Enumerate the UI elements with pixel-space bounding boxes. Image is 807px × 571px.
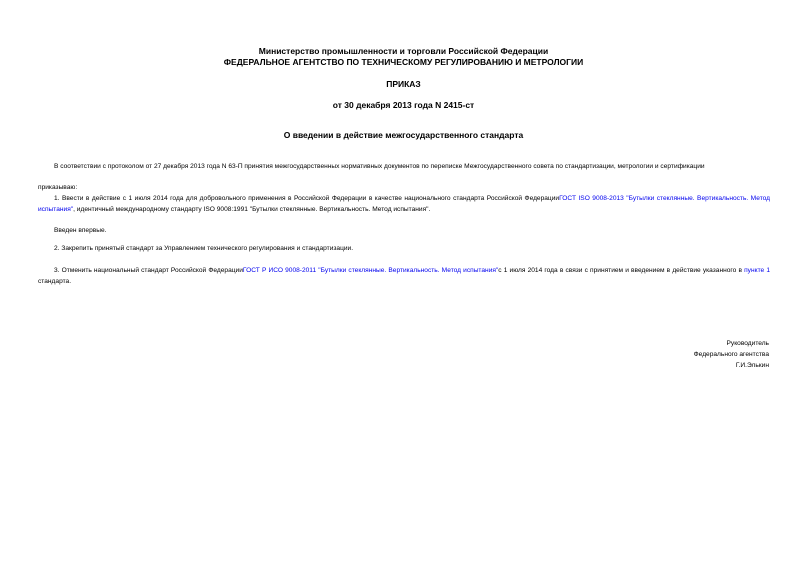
item-3-text: 3. Отменить национальный стандарт Российской Федерации [54, 267, 243, 274]
item-1-paragraph [38, 193, 770, 215]
agency-name: ФЕДЕРАЛЬНОЕ АГЕНТСТВО ПО ТЕХНИЧЕСКОМУ РЕГУЛИРОВАНИЮ И МЕТРОЛОГИИ [223, 57, 584, 67]
order-word: приказываю: [38, 184, 78, 191]
item-3-text-mid: с 1 июля 2014 года в связи с принятием и введением в действие указанного в [498, 267, 745, 274]
gost-iso-9008-2013-link[interactable]: ГОСТ ISO 9008-2013 "Бутылки стеклянные. Вертикальность. Метод испытания" [38, 195, 771, 213]
introduced-note: Введен впервые. [54, 227, 107, 234]
document-type: ПРИКАЗ [386, 79, 421, 89]
item-2-paragraph: 2. Закрепить принятый стандарт за Управлением технического регулирования и стандартизации. [54, 245, 354, 252]
item-3-text-end: стандарта. [38, 278, 72, 285]
item-1-text: 1. Ввести в действие с 1 июля 2014 года для добровольного применения в Российской Федерации в качестве национального стандарта Российской Федерации [54, 195, 560, 202]
ministry-name: Министерство промышленности и торговли Российской Федерации [258, 46, 549, 56]
signature-org: Федерального агентства [693, 351, 769, 358]
document-subject: О введении в действие межгосударственного стандарта [283, 130, 524, 140]
signature-position: Руководитель [726, 340, 769, 347]
item-1-text-end: , идентичный международному стандарту ISO 9008:1991 "Бутылки стеклянные. Вертикальность. Метод испытания". [73, 206, 431, 213]
signature-name: Г.И.Элькин [735, 362, 769, 369]
gost-r-iso-9008-2011-link[interactable]: ГОСТ Р ИСО 9008-2011 "Бутылки стеклянные. Вертикальность. Метод испытания" [242, 267, 499, 274]
intro-paragraph: В соответствии с протоколом от 27 декабря 2013 года N 63-П принятия межгосударственных нормативных документов по переписке Межгосударственного совета по стандартизации, метрологии и сертификации [54, 163, 705, 170]
clause-1-link[interactable]: пункте 1 [744, 267, 770, 274]
document-date-number: от 30 декабря 2013 года N 2415-ст [332, 100, 475, 110]
item-3-paragraph [38, 265, 770, 287]
